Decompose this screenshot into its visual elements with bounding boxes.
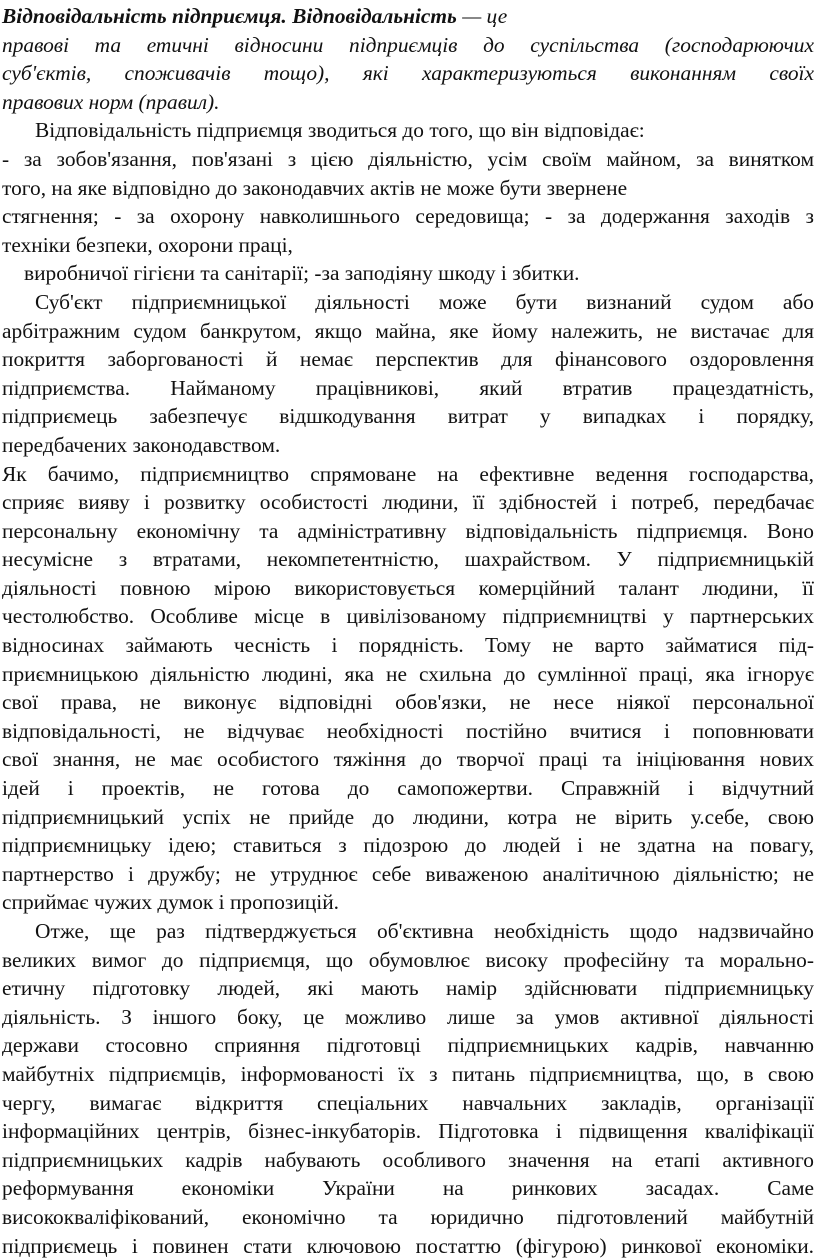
para2-line: покриття заборгованості й немає перспектив для фінансового оздоровлення bbox=[2, 347, 814, 372]
para3-line: ідей і проектів, не готова до самопожертви. Справжній і відчутний bbox=[2, 776, 814, 801]
para3-line: персональну економічну та адміністративну відповідальність підприємця. Воно bbox=[2, 518, 814, 543]
para2-line: передбачених законодавством. bbox=[2, 432, 281, 457]
para1-line: виробничої гігієни та санітарії; -за заподіяну шкоду і збитки. bbox=[24, 261, 580, 286]
para4-line: підприємець і повинен стати ключовою постаттю (фігурою) ринкової економіки. bbox=[2, 1233, 814, 1258]
para1-line: Відповідальність підприємця зводиться до того, що він відповідає: bbox=[35, 118, 645, 143]
para4-line: великих вимог до підприємця, що обумовлює високу професійну та морально- bbox=[2, 947, 814, 972]
para1-line: техніки безпеки, охорони праці, bbox=[2, 232, 293, 257]
para1-line: того, на яке відповідно до законодавчих актів не може бути звернене bbox=[2, 175, 628, 200]
para1-line: стягнення; - за охорону навколишнього середовища; - за додержання заходів з bbox=[2, 204, 814, 229]
para4-line: висококваліфікований, економічно та юридично підготовлений майбутній bbox=[2, 1204, 814, 1229]
para2-line: арбітражним судом банкрутом, якщо майна, яке йому належить, не вистачає для bbox=[2, 318, 814, 343]
para3-line: відносинах займають чесність і порядність. Тому не варто займатися під- bbox=[2, 633, 814, 658]
para3-line: сприймає чужих думок і пропозицій. bbox=[2, 890, 340, 915]
para3-line: підприємницьку ідею; ставиться з підозрою до людей і не здатна на повагу, bbox=[2, 833, 814, 858]
definition-heading bbox=[2, 2, 814, 31]
para2-line: Суб'єкт підприємницької діяльності може бути визнаний судом або bbox=[35, 289, 814, 314]
para4-line: Отже, ще раз підтверджується об'єктивна необхідність щодо надзвичайно bbox=[35, 919, 814, 943]
para4-line: держави стосовно сприяння підготовці підприємницьких кадрів, навчанню bbox=[2, 1033, 814, 1058]
para4-line: етичну підготовку людей, які мають намір здійснювати підприємницьку bbox=[2, 976, 814, 1001]
para3-line: діяльності повною мірою використовується комерційний талант людини, її bbox=[2, 575, 814, 600]
para3-line: партнерство і дружбу; не утруднює себе виваженою аналітичною діяльністю; не bbox=[2, 861, 814, 886]
para3-line: несумісне з втратами, некомпетентністю, шахрайством. У підприємницькій bbox=[2, 547, 814, 572]
definition-term: Відповідальність підприємця. Відповідальність bbox=[2, 4, 457, 28]
para3-line: сприяє вияву і розвитку особистості людини, її здібностей і потреб, передбачає bbox=[2, 490, 814, 515]
para4-line: інформаційних центрів, бізнес-інкубаторів. Підготовка і підвищення кваліфікації bbox=[2, 1119, 814, 1144]
para3-line: честолюбство. Особливе місце в цивілізованому підприємництві у партнерських bbox=[2, 604, 814, 629]
definition-line: правові та етичні відносини підприємців до суспільства (господарюючих bbox=[2, 32, 814, 57]
para4-line: підприємницьких кадрів набувають особливого значення на етапі активного bbox=[2, 1147, 814, 1172]
para2-line: підприємства. Найманому працівникові, який втратив працездатність, bbox=[2, 375, 814, 400]
definition-line: суб'єктів, споживачів тощо), які характеризуються виконанням своїх bbox=[2, 61, 814, 86]
para3-line: свої права, не виконує відповідні обов'язки, не несе ніякої персональної bbox=[2, 690, 814, 715]
para3-line: Як бачимо, підприємництво спрямоване на ефективне ведення господарства, bbox=[2, 461, 814, 486]
para3-line: підприємницький успіх не прийде до людини, котра не вірить у.себе, свою bbox=[2, 804, 814, 829]
definition-line: правових норм (правил). bbox=[2, 89, 220, 114]
para1-line: - за зобов'язання, пов'язані з цією діяльністю, усім своїм майном, за винятком bbox=[2, 146, 814, 171]
para3-line: свої знання, не має особистого тяжіння до творчої праці та ініціювання нових bbox=[2, 747, 814, 772]
para2-line: підприємець забезпечує відшкодування витрат у випадках і порядку, bbox=[2, 404, 814, 429]
para4-line: майбутніх підприємців, інформованості їх з питань підприємництва, що, в свою bbox=[2, 1061, 814, 1086]
para3-line: відповідальності, не відчуває необхідності постійно вчитися і поповнювати bbox=[2, 718, 814, 743]
para4-line: реформування економіки України на ринкових засадах. Саме bbox=[2, 1176, 814, 1201]
para4-line: чергу, вимагає відкриття спеціальних навчальних закладів, організації bbox=[2, 1090, 814, 1115]
para4-line: діяльність. З іншого боку, це можливо лише за умов активної діяльності bbox=[2, 1004, 814, 1029]
para3-line: приємницькою діяльністю людині, яка не схильна до сумлінної праці, яка ігнорує bbox=[2, 661, 814, 686]
definition-dash: — це bbox=[456, 4, 508, 28]
